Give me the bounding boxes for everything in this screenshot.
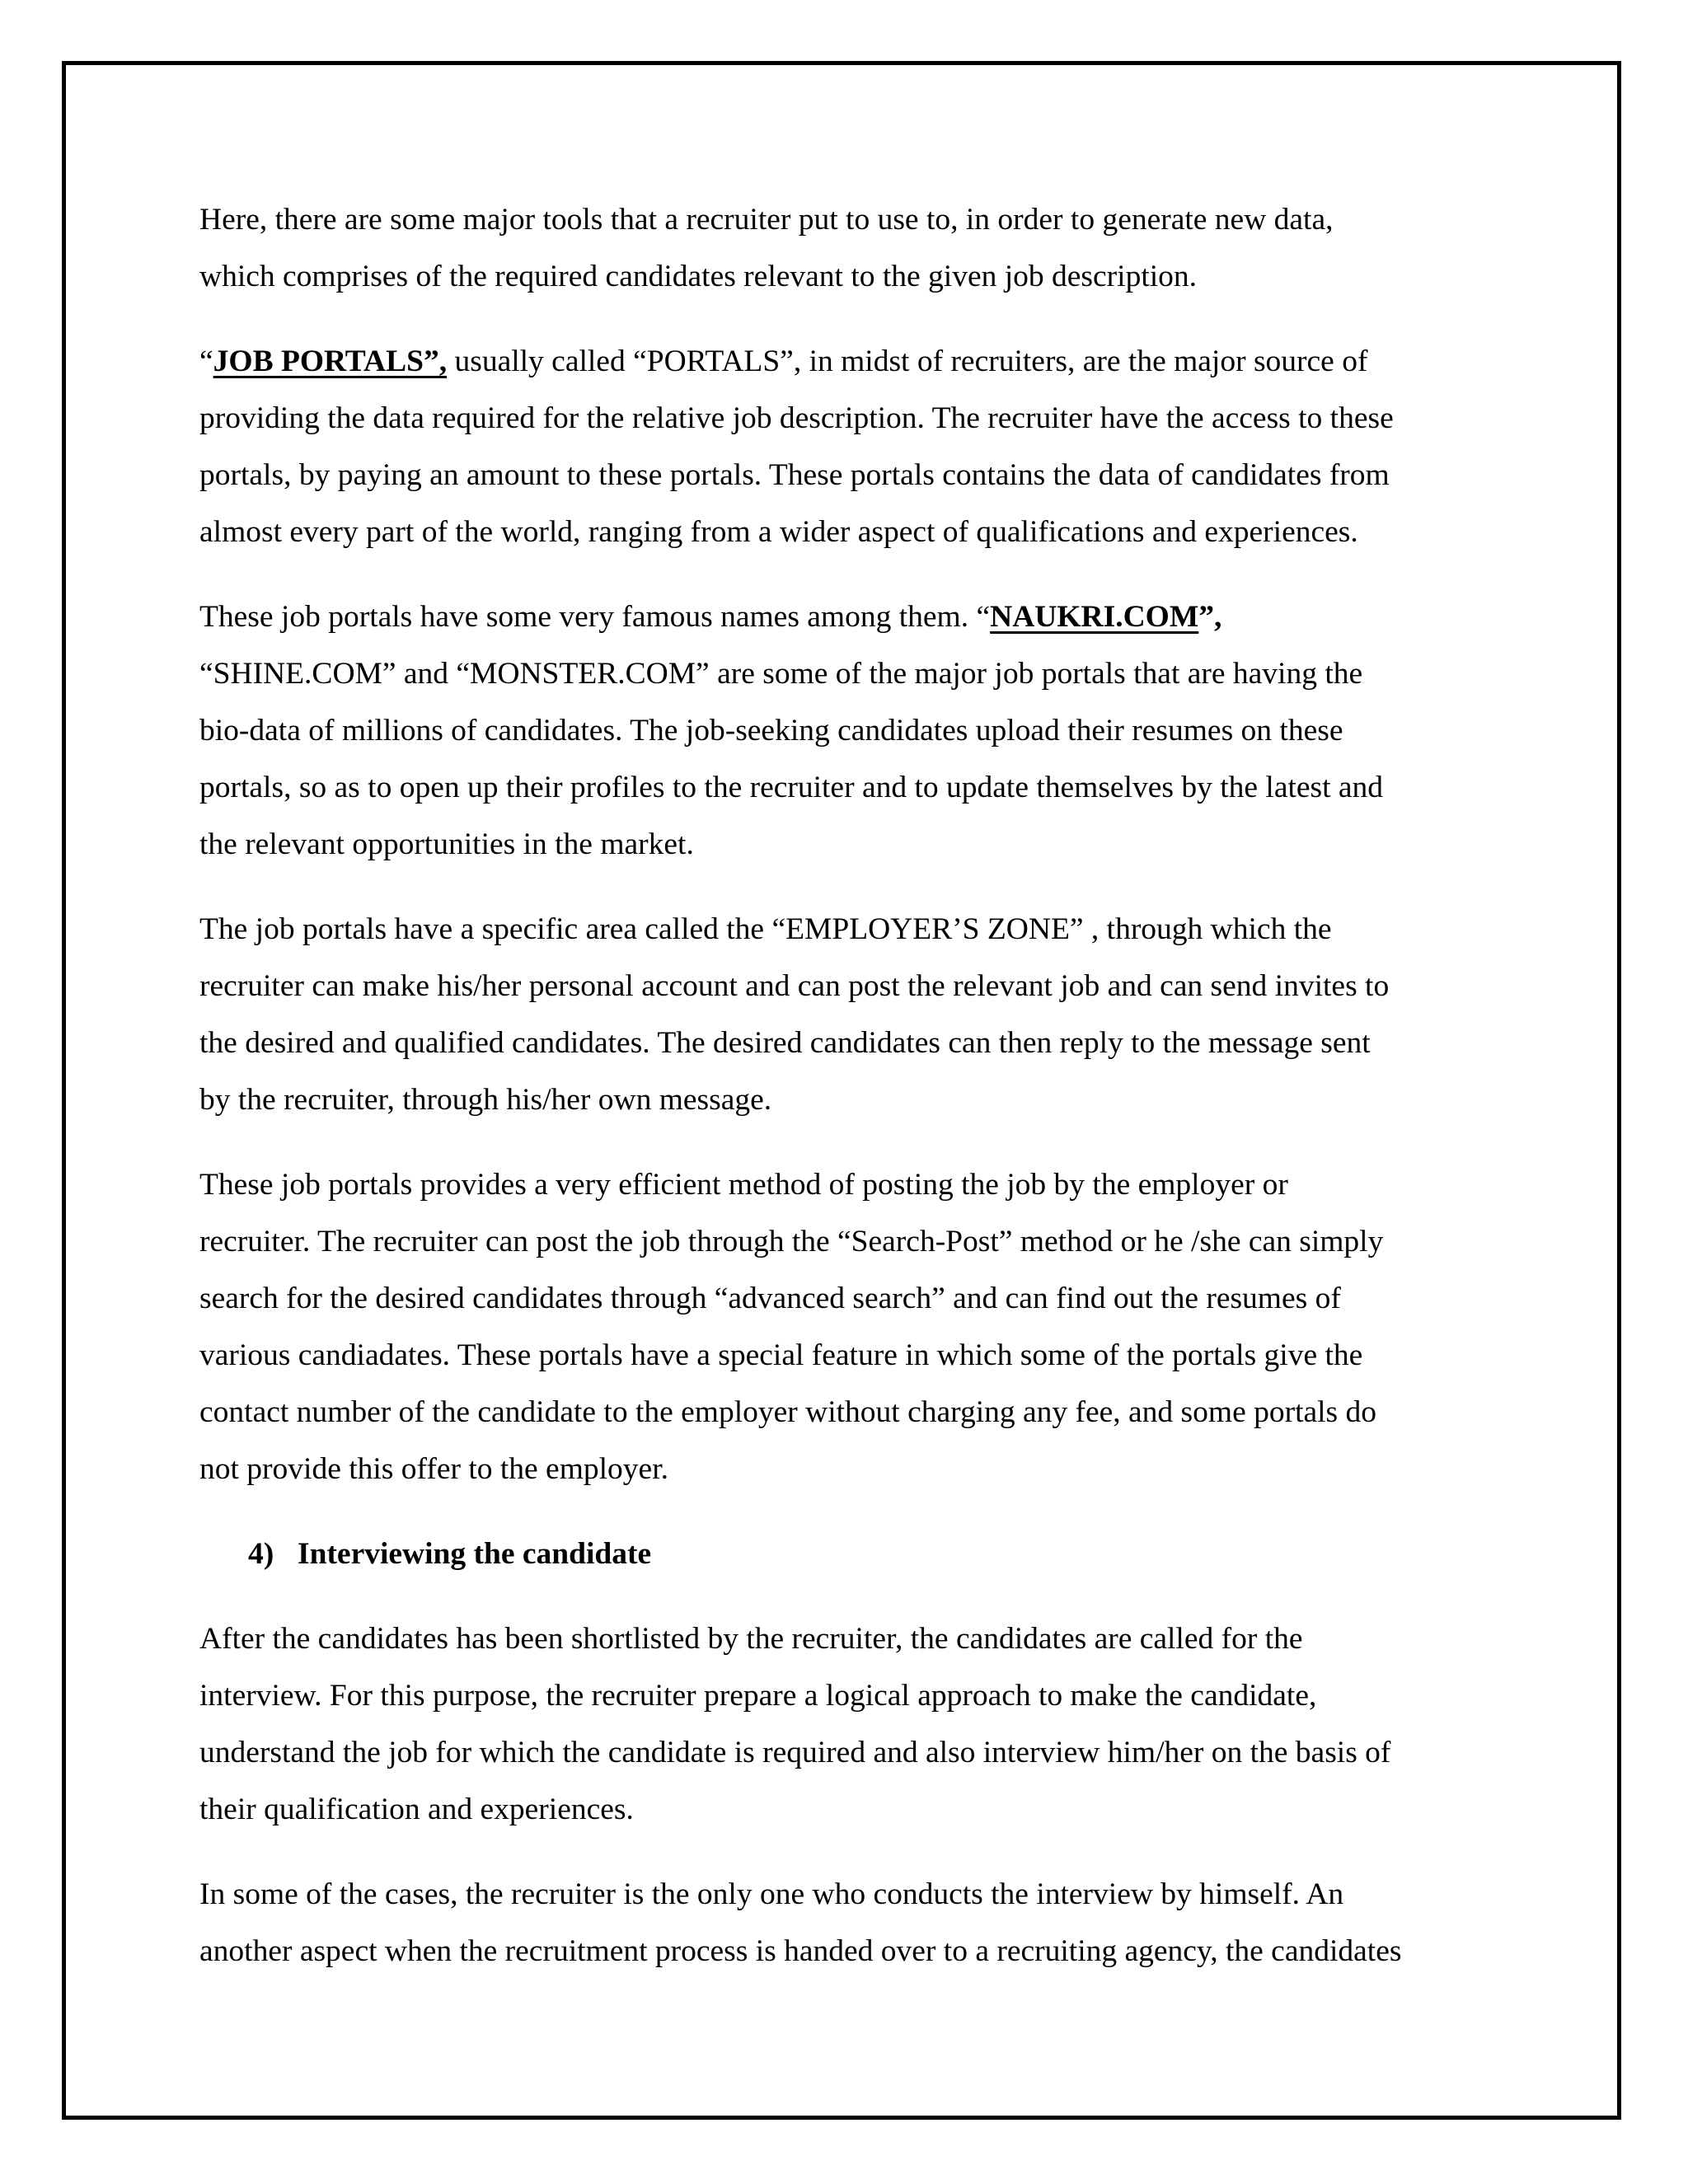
paragraph-tools-intro [199,191,1518,305]
section-number: 4) [248,1537,274,1571]
text-line: The job portals have a specific area called the “EMPLOYER’S ZONE” , through which the [199,912,1332,946]
text-line: search for the desired candidates through “advanced search” and can find out the resumes of [199,1282,1341,1315]
text-line: contact number of the candidate to the employer without charging any fee, and some portals do [199,1395,1377,1429]
paragraph-interview [199,1610,1518,1838]
text-line: providing the data required for the relative job description. The recruiter have the access to these [199,401,1394,435]
text-line: bio-data of millions of candidates. The job-seeking candidates upload their resumes on these [199,714,1343,748]
text-line: “SHINE.COM” and “MONSTER.COM” are some of the major job portals that are having the [199,657,1363,691]
text-line: understand the job for which the candidate is required and also interview him/her on the basis of [199,1736,1391,1769]
text-line [199,333,1518,390]
text-line: the relevant opportunities in the market. [199,827,694,861]
naukri-term: NAUKRI.COM [990,600,1199,634]
text-run: These job portals have some very famous names among them. “ [199,600,991,634]
text-line: After the candidates has been shortlisted by the recruiter, the candidates are called for the [199,1622,1303,1656]
text-run: usually called “PORTALS”, in midst of recruiters, are the major source of [447,344,1368,378]
close-quote: ”, [1198,600,1222,634]
paragraph-employer-zone [199,901,1518,1128]
text-line: These job portals provides a very efficient method of posting the job by the employer or [199,1168,1288,1202]
text-line: almost every part of the world, ranging from a wider aspect of qualifications and experiences. [199,515,1358,549]
text-line: Here, there are some major tools that a recruiter put to use to, in order to generate new data, [199,203,1334,237]
text-line: portals, so as to open up their profiles to the recruiter and to update themselves by the latest and [199,771,1384,804]
paragraph-posting-method [199,1156,1518,1497]
text-line: by the recruiter, through his/her own message. [199,1083,772,1117]
text-line: which comprises of the required candidates relevant to the given job description. [199,260,1198,293]
document-body [199,191,1518,2008]
text-line: In some of the cases, the recruiter is the only one who conducts the interview by himself. An [199,1877,1344,1911]
text-line: portals, by paying an amount to these portals. These portals contains the data of candidates from [199,458,1390,492]
text-line: the desired and qualified candidates. The desired candidates can then reply to the message sent [199,1026,1371,1060]
paragraph-famous-portals [199,588,1518,873]
text-line: various candiadates. These portals have a special feature in which some of the portals give the [199,1338,1363,1372]
text-line: not provide this offer to the employer. [199,1452,668,1486]
section-title: Interviewing the candidate [298,1537,652,1571]
section-heading [199,1526,1518,1582]
open-quote: “ [199,344,213,378]
text-line: recruiter. The recruiter can post the job through the “Search-Post” method or he /she can simply [199,1225,1384,1258]
text-line: another aspect when the recruitment process is handed over to a recruiting agency, the candidates [199,1934,1402,1968]
text-line: recruiter can make his/her personal account and can post the relevant job and can send invites to [199,969,1390,1003]
text-line: their qualification and experiences. [199,1793,634,1826]
text-line [199,588,1518,645]
text-line: interview. For this purpose, the recruiter prepare a logical approach to make the candidate, [199,1679,1317,1713]
paragraph-interview-cases [199,1866,1518,1980]
paragraph-job-portals [199,333,1518,560]
job-portals-term: JOB PORTALS”, [213,344,448,378]
